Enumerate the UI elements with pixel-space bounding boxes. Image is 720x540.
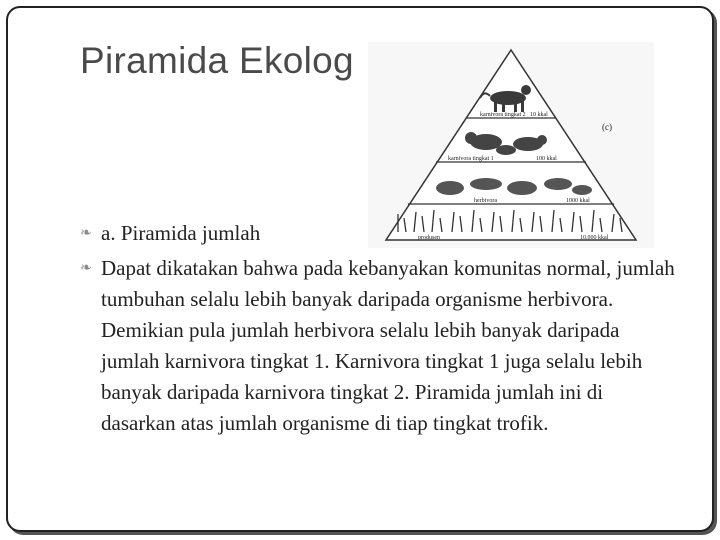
bullet-marker-icon: ❧ <box>80 225 92 241</box>
bullet-text: a. Piramida jumlah <box>101 221 261 245</box>
level-value-3: 1000 kkal <box>566 198 590 204</box>
level-value-1: 10 kkal <box>530 112 548 118</box>
level-value-4: 10.000 kkal <box>580 235 609 241</box>
level-label-2: karnivora tingkat 1 <box>448 156 494 162</box>
slide-title: Piramida Ekolog <box>80 40 354 81</box>
level-label-3: herbivora <box>474 198 497 204</box>
bullet-marker-icon: ❧ <box>80 260 92 276</box>
level-label-1: karnivora tingkat 2 <box>480 112 526 118</box>
bullet-item <box>80 218 680 249</box>
bullet-item <box>80 253 680 439</box>
level-label-4: produsen <box>418 235 440 241</box>
bullet-list <box>80 218 680 439</box>
bullet-text: Dapat dikatakan bahwa pada kebanyakan komunitas normal, jumlah tumbuhan selalu lebih banyak daripada organisme herbivora. Demikian pula jumlah herbivora selalu lebih banyak daripada jumlah karnivora tingkat 1. Karnivora tingkat 1 juga selalu lebih banyak daripada karnivora tingkat 2. Piramida jumlah ini di dasarkan atas jumlah organisme di tiap tingkat trofik. <box>101 256 675 435</box>
panel-label: (c) <box>602 122 612 132</box>
level-value-2: 100 kkal <box>536 156 557 162</box>
